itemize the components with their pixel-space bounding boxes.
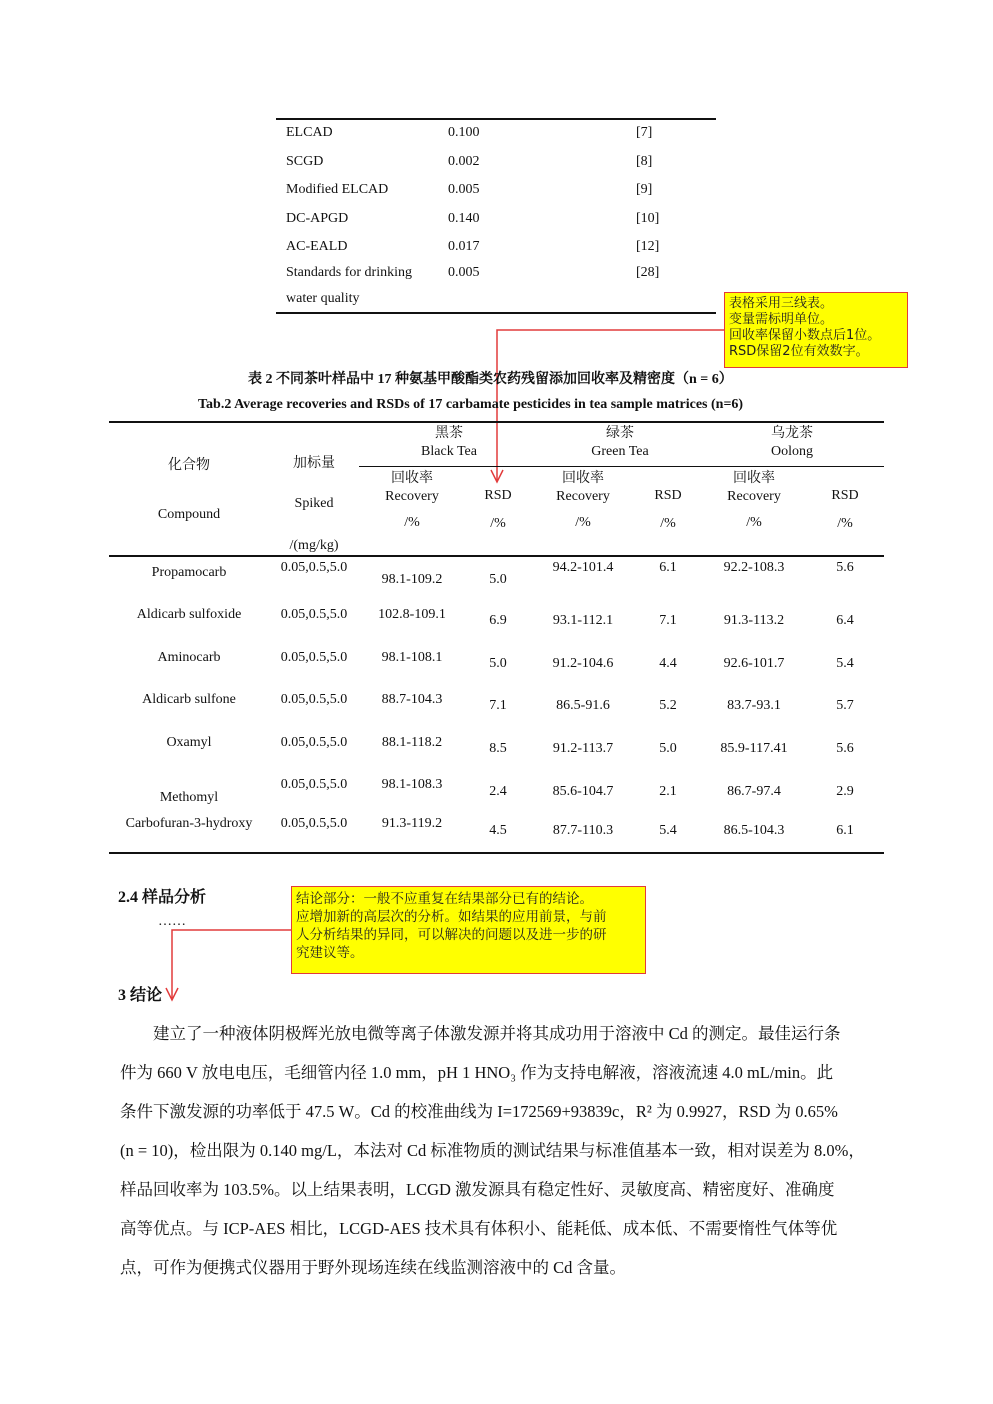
cell-green-rsd: 5.2: [659, 698, 677, 713]
cell-green-recovery: 93.1-112.1: [552, 613, 614, 628]
section-2-4-ellipsis: ……: [158, 914, 186, 929]
table2-caption-cn: 表 2 不同茶叶样品中 17 种氨基甲酸酯类农药残留添加回收率及精密度（n = 6）: [248, 372, 733, 387]
cell-black-rsd: 5.0: [489, 572, 507, 587]
header-recovery-black: [385, 470, 439, 532]
cell-spiked: 0.05,0.5,5.0: [280, 816, 348, 831]
cell-green-rsd: 6.1: [659, 560, 677, 575]
cell-oolong-rsd: 6.4: [836, 613, 854, 628]
note-line: RSD保留2位有效数字。: [729, 344, 869, 359]
cell-oolong-recovery: 91.3-113.2: [723, 613, 785, 628]
cell-green-recovery: 85.6-104.7: [552, 784, 614, 799]
header-oolong: [771, 425, 813, 461]
cell-compound: Propamocarb: [151, 565, 227, 580]
cell-oolong-recovery: 86.5-104.3: [723, 823, 785, 838]
cell-green-recovery: 87.7-110.3: [552, 823, 614, 838]
header-oolong-cn: 乌龙茶: [771, 426, 813, 441]
recovery-en: Recovery: [385, 489, 439, 504]
cell-black-recovery: 91.3-119.2: [381, 816, 443, 831]
cell-green-rsd: 7.1: [659, 613, 677, 628]
cell-black-rsd: 6.9: [489, 613, 507, 628]
table2-mid-rule: [109, 555, 884, 557]
cell-black-rsd: 7.1: [489, 698, 507, 713]
cell-green-recovery: 91.2-104.6: [552, 656, 614, 671]
arrow-note2-to-conclusion: [172, 930, 292, 998]
cell-black-recovery: 88.7-104.3: [381, 692, 443, 707]
cell-spiked: 0.05,0.5,5.0: [280, 560, 348, 575]
recovery-unit: /%: [404, 515, 420, 530]
recovery-cn: 回收率: [562, 471, 604, 486]
cell-oolong-rsd: 5.6: [836, 560, 854, 575]
header-green-tea: [591, 425, 648, 461]
cell-ref: [10]: [636, 211, 660, 226]
header-compound-en: Compound: [157, 507, 221, 522]
cell-lod: 0.017: [448, 239, 480, 254]
table2-group-rule: [359, 466, 884, 467]
cell-black-recovery: 102.8-109.1: [378, 607, 446, 622]
review-note-conclusion: [291, 886, 646, 974]
cell-green-recovery: 94.2-101.4: [552, 560, 614, 575]
note-line: 表格采用三线表。: [729, 296, 834, 311]
cell-method: water quality: [286, 291, 360, 306]
header-oolong-en: Oolong: [771, 444, 813, 459]
recovery-unit: /%: [575, 515, 591, 530]
header-black-tea: [421, 425, 477, 461]
section-2-4-heading: 2.4 样品分析: [118, 889, 207, 906]
cell-spiked: 0.05,0.5,5.0: [280, 777, 348, 792]
cell-green-rsd: 5.4: [659, 823, 677, 838]
cell-ref: [28]: [636, 265, 660, 280]
recovery-table: [109, 421, 884, 855]
cell-oolong-rsd: 5.7: [836, 698, 854, 713]
cell-green-rsd: 5.0: [659, 741, 677, 756]
section-3-heading: 3 结论: [118, 987, 163, 1004]
recovery-cn: 回收率: [391, 471, 433, 486]
cell-compound: Oxamyl: [166, 735, 212, 750]
cell-black-rsd: 5.0: [489, 656, 507, 671]
header-recovery-green: [556, 470, 610, 532]
note-line: 应增加新的高层次的分析。如结果的应用前景，与前: [296, 909, 607, 925]
cell-oolong-rsd: 5.4: [836, 656, 854, 671]
cell-spiked: 0.05,0.5,5.0: [280, 650, 348, 665]
cell-lod: 0.005: [448, 182, 480, 197]
note-line: 究建议等。: [296, 945, 364, 961]
cell-oolong-recovery: 83.7-93.1: [727, 698, 781, 713]
cell-spiked: 0.05,0.5,5.0: [280, 607, 348, 622]
cell-ref: [12]: [636, 239, 660, 254]
cell-compound: Aldicarb sulfoxide: [136, 607, 242, 622]
cell-compound: Aldicarb sulfone: [142, 692, 236, 707]
header-recovery-oolong: [727, 470, 781, 532]
header-green-en: Green Tea: [591, 444, 649, 459]
paragraph-line: 样品回收率为 103.5%。以上结果表明，LCGD 激发源具有稳定性好、灵敏度高、精密度好、准确度: [120, 1180, 835, 1199]
note-line: 回收率保留小数点后1位。: [729, 328, 881, 343]
header-spiked-cn: 加标量: [293, 456, 335, 471]
header-black-en: Black Tea: [421, 444, 477, 459]
cell-ref: [8]: [636, 154, 653, 169]
cell-oolong-recovery: 92.2-108.3: [723, 560, 785, 575]
paragraph-line: 件为 660 V 放电电压，毛细管内径 1.0 mm，pH 1 HNO₃ 作为支持电解液，溶液流速 4.0 mL/min。此: [120, 1063, 834, 1082]
cell-green-rsd: 2.1: [659, 784, 677, 799]
cell-black-rsd: 8.5: [489, 741, 507, 756]
recovery-en: Recovery: [727, 489, 781, 504]
paragraph-line: 建立了一种液体阴极辉光放电微等离子体激发源并将其成功用于溶液中 Cd 的测定。最佳运行条: [153, 1024, 841, 1043]
cell-method: AC-EALD: [286, 239, 348, 254]
cell-compound: Carbofuran-3-hydroxy: [125, 816, 253, 831]
cell-black-recovery: 88.1-118.2: [381, 735, 443, 750]
cell-green-rsd: 4.4: [659, 656, 677, 671]
paragraph-line: 高等优点。与 ICP-AES 相比，LCGD-AES 技术具有体积小、能耗低、成本低、不需要惰性气体等优: [120, 1219, 838, 1238]
cell-black-recovery: 98.1-108.3: [381, 777, 443, 792]
cell-ref: [7]: [636, 125, 653, 140]
header-compound-cn: 化合物: [168, 458, 210, 473]
cell-lod: 0.002: [448, 154, 480, 169]
paragraph-line: 点，可作为便携式仪器用于野外现场连续在线监测溶液中的 Cd 含量。: [120, 1258, 627, 1277]
cell-black-rsd: 2.4: [489, 784, 507, 799]
cell-method: SCGD: [286, 154, 324, 169]
header-spiked-unit: /(mg/kg): [289, 538, 339, 553]
rsd-label: RSD: [484, 488, 512, 503]
cell-spiked: 0.05,0.5,5.0: [280, 735, 348, 750]
table2-bottom-rule: [109, 852, 884, 854]
note-line: 变量需标明单位。: [729, 312, 834, 327]
cell-oolong-recovery: 85.9-117.41: [720, 741, 788, 756]
cell-black-recovery: 98.1-108.1: [381, 650, 443, 665]
cell-green-recovery: 86.5-91.6: [556, 698, 610, 713]
header-rsd-green: [654, 487, 681, 533]
cell-ref: [9]: [636, 182, 653, 197]
rsd-label: RSD: [654, 488, 682, 503]
header-spiked-en: Spiked: [294, 496, 334, 511]
cell-oolong-recovery: 86.7-97.4: [727, 784, 781, 799]
cell-method: Standards for drinking: [286, 265, 412, 280]
note-line: 人分析结果的异同，可以解决的问题以及进一步的研: [296, 927, 607, 943]
cell-method: ELCAD: [286, 125, 333, 140]
cell-lod: 0.100: [448, 125, 480, 140]
rsd-label: RSD: [831, 488, 859, 503]
header-rsd-black: [484, 487, 511, 533]
recovery-cn: 回收率: [733, 471, 775, 486]
cell-oolong-rsd: 5.6: [836, 741, 854, 756]
cell-black-rsd: 4.5: [489, 823, 507, 838]
cell-oolong-recovery: 92.6-101.7: [723, 656, 785, 671]
cell-compound: Methomyl: [159, 790, 219, 805]
cell-method: DC-APGD: [286, 211, 349, 226]
cell-green-recovery: 91.2-113.7: [552, 741, 614, 756]
table2-top-rule: [109, 421, 884, 423]
cell-oolong-rsd: 6.1: [836, 823, 854, 838]
table2-caption-en: Tab.2 Average recoveries and RSDs of 17 carbamate pesticides in tea sample matrices (n=6): [198, 397, 744, 412]
cell-lod: 0.005: [448, 265, 480, 280]
rsd-unit: /%: [660, 516, 676, 531]
cell-oolong-rsd: 2.9: [836, 784, 854, 799]
note-line: 结论部分：一般不应重复在结果部分已有的结论。: [296, 891, 593, 907]
rsd-unit: /%: [490, 516, 506, 531]
rsd-unit: /%: [837, 516, 853, 531]
conclusion-paragraph: [120, 1014, 880, 1287]
recovery-en: Recovery: [556, 489, 610, 504]
header-rsd-oolong: [831, 487, 858, 533]
cell-compound: Aminocarb: [157, 650, 221, 665]
recovery-unit: /%: [746, 515, 762, 530]
cell-spiked: 0.05,0.5,5.0: [280, 692, 348, 707]
paragraph-line: 条件下激发源的功率低于 47.5 W。Cd 的校准曲线为 I=172569+93839c，R² 为 0.9927，RSD 为 0.65%: [120, 1102, 838, 1121]
header-black-cn: 黑茶: [435, 426, 463, 441]
cell-lod: 0.140: [448, 211, 480, 226]
header-green-cn: 绿茶: [605, 426, 634, 441]
paragraph-line: (n = 10)，检出限为 0.140 mg/L，本法对 Cd 标准物质的测试结果与标准值基本一致，相对误差为 8.0%，: [120, 1141, 865, 1160]
cell-black-recovery: 98.1-109.2: [381, 572, 443, 587]
cell-method: Modified ELCAD: [286, 182, 389, 197]
